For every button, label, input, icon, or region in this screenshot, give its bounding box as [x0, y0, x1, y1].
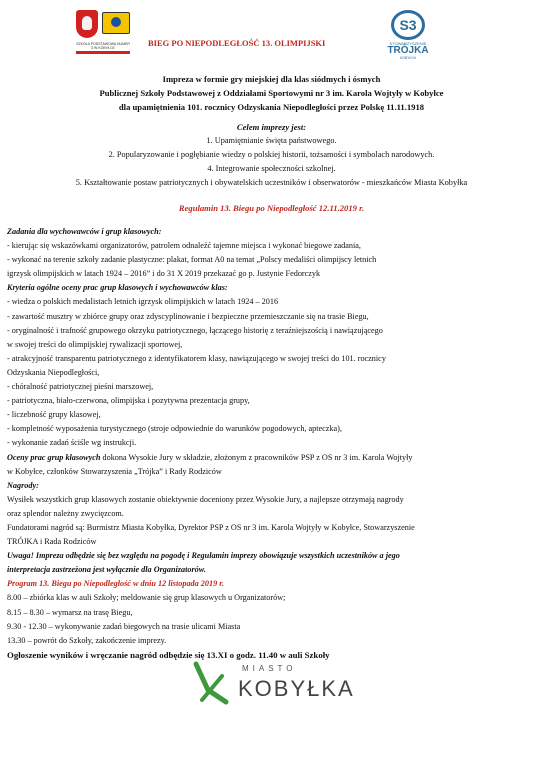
s3-logo-mark: S3 — [391, 10, 425, 40]
regulamin-title: Regulamin 13. Biegu po Niepodległość 12.11.2019 r. — [178, 203, 365, 213]
awards-line: oraz splendor należny zwycięzcom. — [7, 508, 124, 518]
tasks-heading: Zadania dla wychowawców i grup klasowych: — [7, 227, 162, 236]
awards-line: TRÓJKA i Rada Rodziców — [7, 537, 97, 547]
criteria-item: - wiedza o polskich medalistach letnich igrzysk olimpijskich w latach 1924 – 2016 — [7, 297, 279, 307]
task-item: - kierując się wskazówkami organizatorów, patrolem odnaleźć tajemne miejsca i wykonać biegowe zadania, — [7, 241, 361, 251]
school-emblem-icon — [102, 12, 130, 34]
s3-logo-top-text: STOWARZYSZENIE — [389, 41, 427, 46]
criteria-item: - patriotyczna, biało-czerwona, olimpijska i pozytywna prezentacja grupy, — [7, 396, 250, 406]
kobylka-city-logo-icon — [188, 660, 358, 708]
program-heading: Program 13. Biegu po Niepodległość w dniu 12 listopada 2019 r. — [7, 579, 224, 589]
intro-line: Publicznej Szkoły Podstawowej z Oddziałami Sportowymi nr 3 im. Karola Wojtyły w Kobyłce — [99, 88, 444, 98]
awards-heading: Nagrody: — [7, 480, 39, 490]
left-logo-caption — [76, 42, 130, 54]
criteria-item: - wykonanie zadań ściśle wg instrukcji. — [7, 438, 137, 448]
closing-announcement: Ogłoszenie wyników i wręczanie nagród odbędzie się 13.XI o godz. 11.40 w auli Szkoły — [7, 649, 330, 660]
intro-block — [0, 72, 543, 114]
goal-item: 2. Popularyzowanie i pogłębianie wiedzy o polskiej historii, tożsamości i symbolach narodowych. — [108, 150, 435, 159]
criteria-item: - chóralność patriotycznej pieśni marszowej, — [7, 382, 154, 392]
criteria-item: - kompletność wyposażenia turystycznego (stroje odpowiednie do warunków pogodowych, apteczka), — [7, 424, 342, 434]
criteria-item: - liczebność grupy klasowej, — [7, 410, 101, 420]
program-item: 8.00 – zbiórka klas w auli Szkoły; meldowanie się grup klasowych u Organizatorów; — [7, 593, 286, 603]
awards-line: Fundatorami nagród są: Burmistrz Miasta Kobyłka, Dyrektor PSP z OS nr 3 im. Karola Wojtyły w Kobyłce, Stowarzyszenie — [7, 522, 415, 532]
program-item: 13.30 – powrót do Szkoły, zakończenie imprezy. — [7, 635, 167, 645]
jury-line — [7, 451, 537, 465]
jury-line: w Kobyłce, członków Stowarzyszenia „Trójka” i Rady Rodziców — [7, 466, 222, 476]
goals-heading: Celem imprezy jest: — [236, 122, 307, 132]
page-title: BIEG PO NIEPODLEGŁOŚĆ 13. OLIMPIJSKI — [148, 38, 326, 48]
notice-line: Uwaga! Impreza odbędzie się bez względu na pogodę i Regulamin imprezy obowiązuje wszystkich uczestników a jego — [7, 551, 400, 561]
left-logo-caption-text: SZKOŁA PODSTAWOWA NUMER 3 W KOBYŁCE — [76, 42, 130, 50]
criteria-item: Odzyskania Niepodległości, — [7, 367, 100, 377]
city-logo-name: KOBYŁKA — [238, 676, 355, 701]
goal-item: 1. Upamiętnianie święta państwowego. — [206, 136, 337, 145]
city-leaf-icon — [188, 660, 234, 706]
goals-list — [0, 134, 543, 190]
task-item: - wykonać na terenie szkoły zadanie plastyczne: plakat, format A0 na temat „Polscy medaliści olimpijscy letnich — [7, 255, 377, 265]
s3-logo-name: TRÓJKA — [387, 45, 429, 56]
goal-item: 5. Kształtowanie postaw patriotycznych i obywatelskich uczestników i obserwatorów - mieszkańców Miasta Kobyłka — [75, 178, 468, 187]
criteria-item: - zawartość musztry w zbiórce grupy oraz zdyscyplinowanie i bezpieczne przemieszczanie się na trasie Biegu, — [7, 311, 369, 321]
jury-lead: Oceny prac grup klasowych — [7, 452, 101, 462]
notice-line: interpretacja zastrzeżona jest wyłącznie dla Organizatorów. — [7, 565, 206, 575]
jury-text: dokona Wysokie Jury w składzie, złożonym z pracowników PSP z OS nr 3 im. Karola Wojtyły — [100, 452, 413, 462]
program-item: 9.30 - 12.30 – wykonywanie zadań biegowych na trasie ulicami Miasta — [7, 621, 241, 631]
criteria-item: - atrakcyjność transparentu patriotycznego z identyfikatorem klasy, nawiązującego w swojej treści do 101. rocznicy — [7, 353, 386, 363]
s3-logo-icon — [378, 10, 438, 66]
city-logo-top: MIASTO — [242, 664, 297, 673]
left-logos — [76, 10, 130, 60]
polish-eagle-icon — [76, 10, 98, 38]
goal-item: 4. Integrowanie społeczności szkolnej. — [207, 164, 336, 173]
intro-line: Impreza w formie gry miejskiej dla klas siódmych i ósmych — [162, 74, 381, 84]
criteria-heading: Kryteria ogólne oceny prac grup klasowych i wychowawców klas: — [7, 283, 228, 293]
criteria-item: - oryginalność i trafność grupowego okrzyku patriotycznego, łączącego historię z teraźniejszością i nawiązującego — [7, 325, 383, 335]
awards-line: Wysiłek wszystkich grup klasowych zostanie obiektywnie doceniony przez Wysokie Jury, a najlepsze otrzymają nagrody — [7, 494, 404, 504]
program-item: 8.15 – 8.30 – wymarsz na trasę Biegu, — [7, 607, 133, 617]
s3-logo-sub-text: KOBYŁKA — [399, 56, 417, 60]
regulations-body — [7, 225, 537, 662]
intro-line: dla upamiętnienia 101. rocznicy Odzyskania Niepodległości przez Polskę 11.11.1918 — [118, 102, 425, 112]
criteria-item: w swojej treści do olimpijskiej rywalizacji sportowej, — [7, 339, 183, 349]
task-item: igrzysk olimpijskich w latach 1924 – 2016” i do 31 X 2019 przekazać go p. Justynie Fedorczyk — [7, 269, 321, 279]
